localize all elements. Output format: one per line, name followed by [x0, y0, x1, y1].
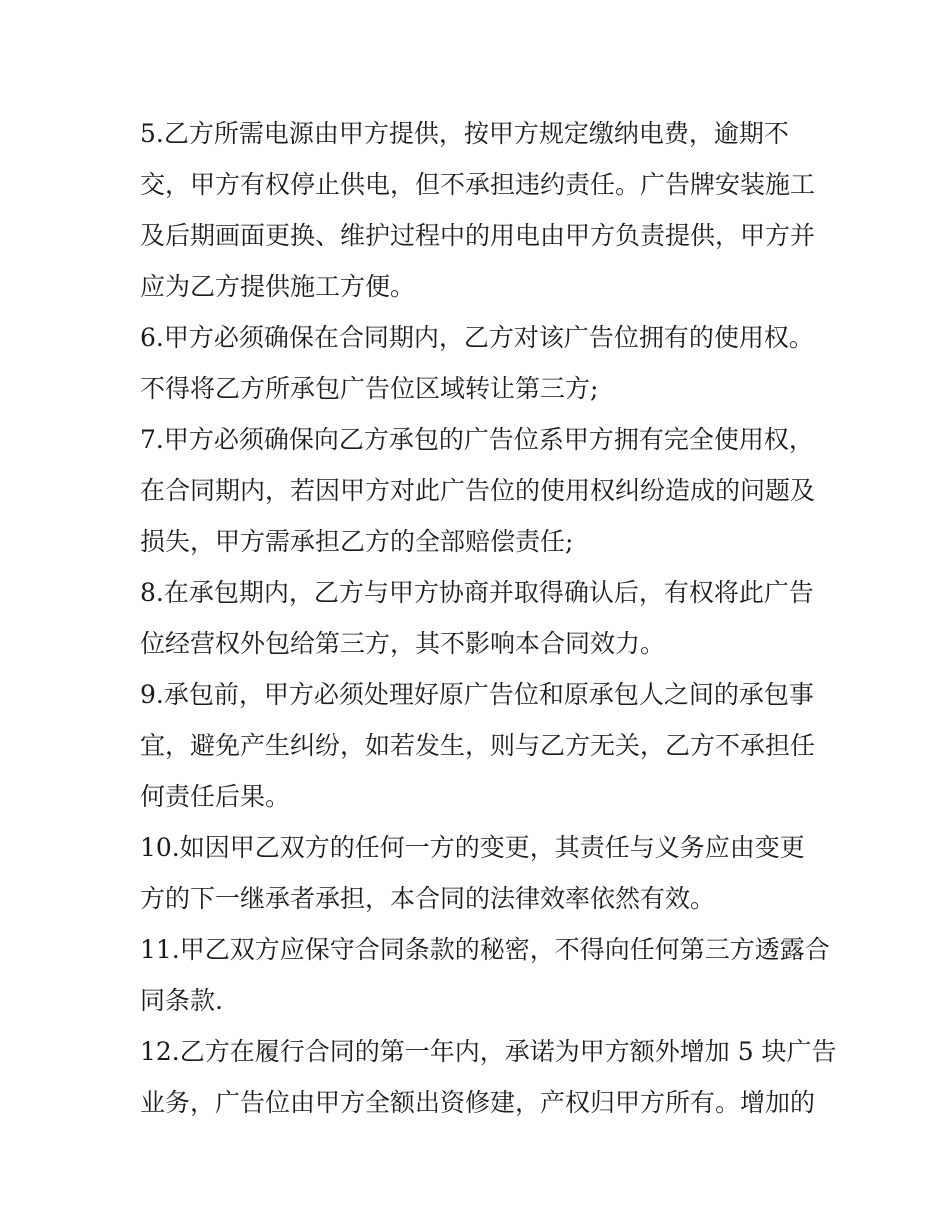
contract-clauses — [140, 108, 837, 1128]
text-line: 何责任后果。 — [140, 782, 291, 811]
text-line: 应为乙方提供施工方便。 — [140, 272, 416, 301]
text-line: 交，甲方有权停止供电，但不承担违约责任。广告牌安装施工 — [140, 170, 816, 199]
text-line: 方的下一继承者承担，本合同的法律效率依然有效。 — [140, 884, 716, 913]
text-line: 7.甲方必须确保向乙方承包的广告位系甲方拥有完全使用权， — [140, 425, 814, 454]
text-line: 业务，广告位由甲方全额出资修建，产权归甲方所有。增加的 — [140, 1088, 816, 1117]
text-line: 12.乙方在履行合同的第一年内，承诺为甲方额外增加 5 块广告 — [140, 1037, 837, 1066]
text-line: 6.甲方必须确保在合同期内，乙方对该广告位拥有的使用权。 — [140, 323, 814, 352]
text-line: 及后期画面更换、维护过程中的用电由甲方负责提供，甲方并 — [140, 221, 816, 250]
text-line: 10.如因甲乙双方的任何一方的变更，其责任与义务应由变更 — [140, 833, 805, 862]
text-line: 11.甲乙双方应保守合同条款的秘密，不得向任何第三方透露合 — [140, 935, 830, 964]
text-line: 8.在承包期内，乙方与甲方协商并取得确认后，有权将此广告 — [140, 578, 814, 607]
text-line: 位经营权外包给第三方，其不影响本合同效力。 — [140, 629, 666, 658]
text-line: 不得将乙方所承包广告位区域转让第三方; — [140, 374, 599, 403]
text-line: 损失，甲方需承担乙方的全部赔偿责任; — [140, 527, 574, 556]
text-line: 同条款. — [140, 986, 223, 1015]
text-line: 5.乙方所需电源由甲方提供，按甲方规定缴纳电费，逾期不 — [140, 119, 789, 148]
text-line: 9.承包前，甲方必须处理好原广告位和原承包人之间的承包事 — [140, 680, 814, 709]
text-line: 在合同期内，若因甲方对此广告位的使用权纠纷造成的问题及 — [140, 476, 816, 505]
text-line: 宜，避免产生纠纷，如若发生，则与乙方无关，乙方不承担任 — [140, 731, 816, 760]
